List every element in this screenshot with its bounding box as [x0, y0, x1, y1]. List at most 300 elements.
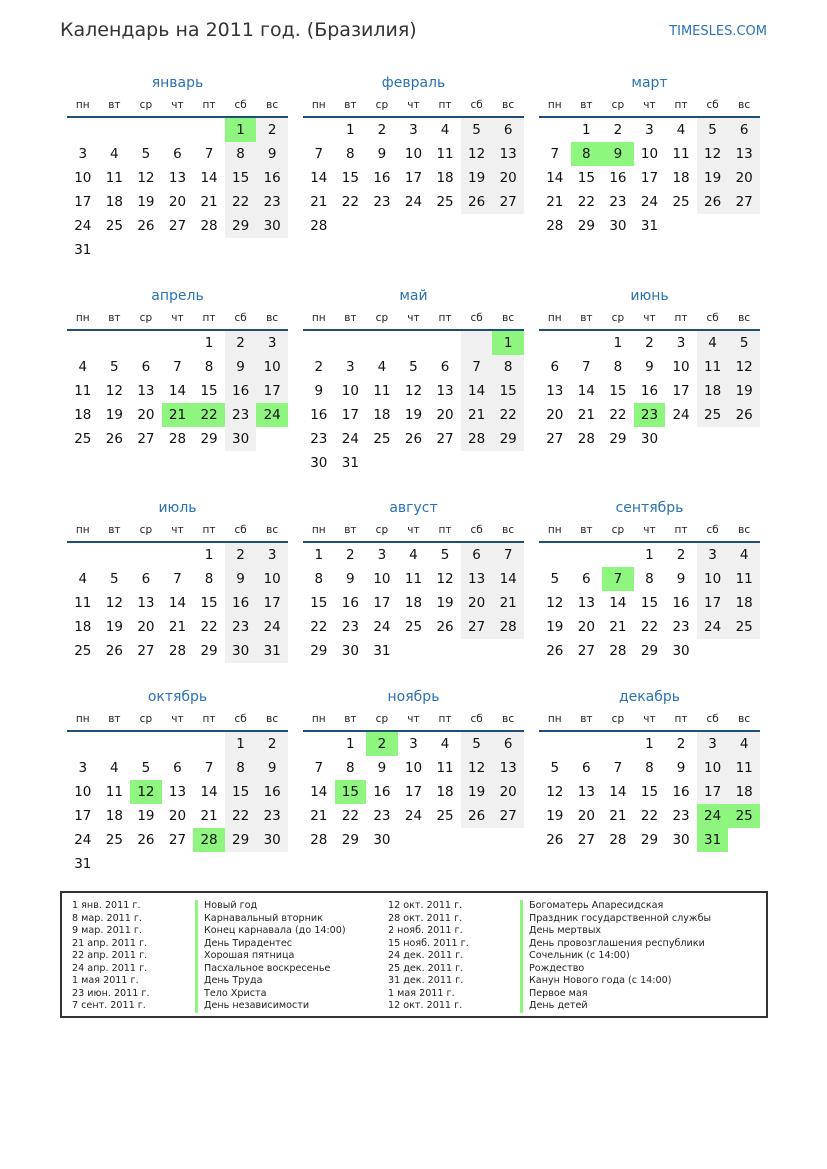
weekday-label: вс [266, 713, 279, 725]
day-cell: 27 [546, 431, 564, 447]
day-cell: 20 [168, 194, 187, 210]
empty-day-cell [539, 118, 571, 142]
legend-date: 15 нояб. 2011 г. [388, 937, 469, 949]
day-cell: 23 [672, 619, 690, 635]
day-cell: 6 [550, 359, 560, 375]
week-row [539, 190, 760, 214]
weekday-label: пт [202, 99, 216, 111]
day-cell: 28 [492, 615, 524, 639]
legend-date: 24 дек. 2011 г. [388, 950, 464, 961]
week-row [539, 756, 760, 780]
empty-day-cell [602, 732, 634, 756]
weekday-label: сб [234, 524, 247, 536]
empty-day-cell [193, 852, 225, 876]
week-row [539, 804, 760, 828]
day-cell: 20 [137, 407, 155, 423]
day-cell: 10 [256, 567, 288, 591]
day-cell: 4 [377, 359, 387, 375]
weekday-header [67, 94, 288, 118]
week-row [539, 142, 760, 166]
week-row [67, 591, 288, 615]
day-cell: 24 [373, 619, 391, 635]
empty-day-cell [461, 331, 493, 355]
day-cell: 23 [310, 431, 328, 447]
day-cell: 15 [225, 780, 257, 804]
day-cell: 23 [373, 808, 391, 824]
weekday-label: вс [738, 524, 751, 536]
week-row [67, 427, 288, 451]
day-cell: 2 [314, 359, 324, 375]
legend-dates-left [72, 900, 150, 1013]
day-cell: 4 [78, 359, 88, 375]
weekday-label: вт [108, 99, 121, 111]
empty-day-cell [398, 331, 430, 355]
empty-day-cell [130, 118, 162, 142]
day-cell: 15 [640, 595, 659, 611]
day-cell: 5 [697, 118, 729, 142]
day-cell: 15 [609, 383, 627, 399]
weekday-label: ср [375, 524, 389, 536]
legend-dates-right [388, 900, 469, 1013]
empty-day-cell [461, 214, 493, 238]
weekday-label: ср [139, 99, 153, 111]
empty-day-cell [398, 639, 430, 663]
day-cell: 13 [492, 756, 524, 780]
week-row [539, 639, 760, 663]
empty-day-cell [67, 543, 99, 567]
holiday-day-cell: 25 [728, 804, 760, 828]
holiday-day-cell: 12 [130, 780, 162, 804]
weekday-label: пт [202, 713, 216, 725]
day-cell: 6 [173, 760, 182, 776]
weekday-label: пн [311, 99, 326, 111]
week-row [539, 403, 760, 427]
day-cell: 15 [225, 166, 257, 190]
day-cell: 3 [645, 122, 654, 138]
day-cell: 26 [546, 832, 564, 848]
day-cell: 9 [645, 359, 654, 375]
day-cell: 30 [256, 214, 288, 238]
empty-day-cell [130, 543, 162, 567]
day-cell: 26 [137, 218, 155, 234]
day-cell: 16 [256, 166, 288, 190]
weekday-label: чт [407, 312, 420, 324]
weekday-label: вс [502, 713, 515, 725]
day-cell: 9 [225, 567, 257, 591]
day-cell: 21 [310, 194, 328, 210]
empty-day-cell [398, 828, 430, 852]
day-cell: 2 [225, 543, 257, 567]
empty-day-cell [303, 331, 335, 355]
day-cell: 22 [640, 808, 659, 824]
day-cell: 29 [341, 832, 359, 848]
day-cell: 25 [404, 619, 423, 635]
weekday-label: сб [470, 99, 483, 111]
month-4 [67, 285, 288, 451]
day-cell: 18 [436, 170, 454, 186]
weekday-label: сб [706, 713, 719, 725]
legend-date: 12 окт. 2011 г. [388, 1000, 463, 1011]
weekday-label: пн [547, 524, 562, 536]
week-row [539, 732, 760, 756]
day-cell: 22 [577, 194, 595, 210]
day-cell: 5 [110, 359, 119, 375]
day-cell: 25 [672, 194, 690, 210]
weekday-header [539, 708, 760, 732]
day-cell: 28 [200, 218, 218, 234]
month-name: январь [151, 75, 204, 91]
day-cell: 28 [168, 643, 187, 659]
week-row [67, 804, 288, 828]
empty-day-cell [492, 451, 524, 475]
empty-day-cell [335, 331, 367, 355]
day-cell: 1 [204, 335, 214, 351]
week-row [303, 780, 524, 804]
legend-date: 22 апр. 2011 г. [72, 950, 148, 961]
day-cell: 27 [168, 832, 187, 848]
legend-holiday-name: Богоматерь Апаресидская [520, 900, 711, 913]
day-cell: 27 [577, 832, 595, 848]
empty-day-cell [193, 732, 225, 756]
day-cell: 11 [436, 760, 454, 776]
day-cell: 17 [256, 591, 288, 615]
day-cell: 22 [225, 190, 257, 214]
weekday-label: пт [674, 99, 688, 111]
day-cell: 10 [341, 383, 359, 399]
empty-day-cell [398, 214, 430, 238]
weekday-label: сб [470, 312, 483, 324]
week-row [303, 142, 524, 166]
day-cell: 31 [640, 218, 659, 234]
holiday-day-cell: 9 [602, 142, 634, 166]
day-cell: 18 [697, 379, 729, 403]
day-cell: 5 [141, 146, 151, 162]
legend-date: 23 июн. 2011 г. [72, 987, 150, 999]
day-cell: 14 [546, 170, 564, 186]
empty-day-cell [256, 427, 288, 451]
day-cell: 8 [346, 146, 355, 162]
day-cell: 16 [341, 595, 359, 611]
holiday-legend [60, 891, 768, 1018]
day-cell: 10 [74, 784, 92, 800]
day-cell: 2 [256, 118, 288, 142]
day-cell: 3 [346, 359, 355, 375]
day-cell: 19 [105, 407, 123, 423]
weekday-label: вс [738, 713, 751, 725]
week-row [303, 403, 524, 427]
legend-holiday-name: Пасхальное воскресенье [195, 963, 346, 976]
day-cell: 3 [409, 122, 418, 138]
day-cell: 9 [346, 571, 355, 587]
day-cell: 12 [436, 571, 454, 587]
week-row [539, 166, 760, 190]
month-10 [67, 686, 288, 876]
day-cell: 14 [310, 784, 328, 800]
day-cell: 11 [672, 146, 690, 162]
week-row [67, 828, 288, 852]
day-cell: 5 [728, 331, 760, 355]
day-cell: 21 [200, 808, 218, 824]
day-cell: 17 [74, 194, 92, 210]
empty-day-cell [225, 238, 257, 262]
day-cell: 22 [310, 619, 328, 635]
day-cell: 16 [373, 784, 391, 800]
empty-day-cell [256, 238, 288, 262]
empty-day-cell [99, 732, 131, 756]
day-cell: 22 [341, 808, 359, 824]
empty-day-cell [99, 543, 131, 567]
holiday-day-cell: 21 [162, 403, 194, 427]
empty-day-cell [539, 331, 571, 355]
day-cell: 24 [404, 194, 423, 210]
day-cell: 21 [200, 194, 218, 210]
week-row [67, 780, 288, 804]
month-name: июнь [630, 288, 669, 304]
day-cell: 27 [137, 431, 155, 447]
empty-day-cell [728, 214, 760, 238]
month-name: сентябрь [615, 500, 684, 516]
empty-day-cell [67, 118, 99, 142]
day-cell: 17 [404, 784, 423, 800]
day-cell: 9 [676, 571, 686, 587]
empty-day-cell [571, 543, 603, 567]
day-cell: 6 [141, 359, 151, 375]
holiday-day-cell: 31 [697, 828, 729, 852]
weekday-label: чт [407, 524, 420, 536]
legend-holiday-name: Хорошая пятница [195, 950, 346, 963]
day-cell: 14 [168, 383, 187, 399]
holiday-day-cell: 23 [634, 403, 666, 427]
day-cell: 20 [137, 619, 155, 635]
day-cell: 8 [492, 355, 524, 379]
week-row [67, 852, 288, 876]
day-cell: 5 [461, 732, 493, 756]
day-cell: 20 [728, 166, 760, 190]
day-cell: 7 [461, 355, 493, 379]
day-cell: 16 [225, 591, 257, 615]
weekday-label: вт [108, 713, 121, 725]
empty-day-cell [67, 331, 99, 355]
day-cell: 11 [74, 595, 92, 611]
empty-day-cell [130, 331, 162, 355]
day-cell: 23 [672, 808, 690, 824]
day-cell: 4 [728, 732, 760, 756]
day-cell: 24 [74, 832, 92, 848]
day-cell: 29 [225, 214, 257, 238]
day-cell: 22 [492, 403, 524, 427]
legend-date: 31 дек. 2011 г. [388, 975, 464, 986]
day-cell: 1 [346, 122, 355, 138]
day-cell: 7 [173, 359, 182, 375]
day-cell: 21 [546, 194, 564, 210]
weekday-label: пн [75, 713, 90, 725]
day-cell: 21 [609, 808, 627, 824]
legend-holiday-name: Первое мая [520, 988, 711, 1001]
day-cell: 31 [74, 242, 92, 258]
weekday-header [67, 708, 288, 732]
day-cell: 3 [409, 736, 418, 752]
month-11 [303, 686, 524, 852]
weekday-header [303, 307, 524, 331]
day-cell: 30 [672, 643, 690, 659]
weekday-header [539, 94, 760, 118]
empty-day-cell [162, 331, 194, 355]
weekday-label: ср [611, 312, 625, 324]
day-cell: 27 [577, 643, 595, 659]
day-cell: 20 [577, 619, 595, 635]
day-cell: 4 [728, 543, 760, 567]
week-row [303, 118, 524, 142]
day-cell: 9 [256, 756, 288, 780]
month-9 [539, 497, 760, 663]
day-cell: 10 [404, 146, 423, 162]
empty-day-cell [429, 214, 461, 238]
weekday-header [539, 519, 760, 543]
month-7 [67, 497, 288, 663]
week-row [303, 639, 524, 663]
week-row [67, 190, 288, 214]
day-cell: 1 [314, 547, 324, 563]
day-cell: 4 [440, 736, 450, 752]
week-row [67, 403, 288, 427]
day-cell: 10 [697, 756, 729, 780]
day-cell: 13 [546, 383, 564, 399]
empty-day-cell [429, 451, 461, 475]
day-cell: 18 [74, 407, 92, 423]
day-cell: 1 [346, 736, 355, 752]
day-cell: 7 [173, 571, 182, 587]
empty-day-cell [461, 828, 493, 852]
weekday-label: пн [75, 99, 90, 111]
day-cell: 23 [341, 619, 359, 635]
weekday-label: пн [75, 524, 90, 536]
day-cell: 16 [640, 383, 659, 399]
month-3 [539, 72, 760, 238]
legend-date: 12 окт. 2011 г. [388, 900, 463, 911]
week-row [303, 828, 524, 852]
weekday-label: сб [234, 99, 247, 111]
weekday-label: сб [470, 524, 483, 536]
day-cell: 27 [168, 218, 187, 234]
month-6 [539, 285, 760, 451]
weekday-label: вс [266, 524, 279, 536]
day-cell: 6 [440, 359, 450, 375]
site-link[interactable]: TIMESLES.COM [669, 24, 767, 39]
weekday-label: вс [502, 524, 515, 536]
month-8 [303, 497, 524, 663]
day-cell: 15 [492, 379, 524, 403]
day-cell: 27 [461, 615, 493, 639]
day-cell: 11 [105, 170, 123, 186]
day-cell: 10 [672, 359, 690, 375]
day-cell: 15 [577, 170, 595, 186]
day-cell: 11 [404, 571, 423, 587]
weekday-label: вс [266, 99, 279, 111]
weekday-label: ср [611, 713, 625, 725]
month-5 [303, 285, 524, 475]
day-cell: 24 [697, 615, 729, 639]
week-row [303, 567, 524, 591]
day-cell: 21 [168, 619, 187, 635]
weekday-label: чт [643, 524, 656, 536]
weekday-label: пн [311, 312, 326, 324]
day-cell: 6 [582, 760, 591, 776]
day-cell: 23 [256, 804, 288, 828]
empty-day-cell [130, 732, 162, 756]
empty-day-cell [492, 639, 524, 663]
legend-holiday-name: Канун Нового года (с 14:00) [520, 975, 711, 988]
day-cell: 14 [200, 784, 218, 800]
day-cell: 28 [168, 431, 187, 447]
weekday-label: чт [171, 312, 184, 324]
day-cell: 7 [492, 543, 524, 567]
day-cell: 12 [461, 142, 493, 166]
day-cell: 22 [200, 619, 218, 635]
empty-day-cell [697, 214, 729, 238]
legend-holiday-name: Рождество [520, 963, 711, 976]
weekday-label: пн [311, 713, 326, 725]
weekday-label: пн [547, 99, 562, 111]
holiday-day-cell: 15 [335, 780, 367, 804]
day-cell: 1 [204, 547, 214, 563]
empty-day-cell [130, 852, 162, 876]
day-cell: 11 [728, 756, 760, 780]
weekday-label: вт [580, 99, 593, 111]
weekday-label: пт [202, 524, 216, 536]
day-cell: 30 [256, 828, 288, 852]
empty-day-cell [398, 451, 430, 475]
day-cell: 22 [225, 804, 257, 828]
day-cell: 6 [461, 543, 493, 567]
holiday-day-cell: 1 [225, 118, 257, 142]
weekday-label: вт [344, 524, 357, 536]
day-cell: 28 [577, 431, 595, 447]
weekday-label: вт [580, 312, 593, 324]
day-cell: 3 [256, 331, 288, 355]
day-cell: 8 [314, 571, 324, 587]
day-cell: 1 [225, 732, 257, 756]
day-cell: 2 [377, 122, 387, 138]
day-cell: 10 [404, 760, 423, 776]
legend-holiday-name: День Труда [195, 975, 346, 988]
day-cell: 9 [256, 142, 288, 166]
weekday-label: пт [674, 524, 688, 536]
day-cell: 14 [168, 595, 187, 611]
day-cell: 11 [728, 567, 760, 591]
weekday-label: сб [470, 713, 483, 725]
day-cell: 12 [105, 383, 123, 399]
weekday-label: пт [674, 713, 688, 725]
day-cell: 24 [404, 808, 423, 824]
day-cell: 8 [645, 760, 654, 776]
day-cell: 6 [173, 146, 182, 162]
empty-day-cell [697, 639, 729, 663]
legend-date: 28 окт. 2011 г. [388, 912, 463, 924]
week-row [67, 142, 288, 166]
day-cell: 19 [697, 166, 729, 190]
weekday-label: чт [643, 312, 656, 324]
weekday-label: сб [706, 312, 719, 324]
empty-day-cell [539, 732, 571, 756]
day-cell: 9 [377, 146, 387, 162]
week-row [303, 355, 524, 379]
legend-names-right [520, 900, 711, 1013]
day-cell: 11 [697, 355, 729, 379]
week-row [539, 214, 760, 238]
legend-date: 8 мар. 2011 г. [72, 912, 143, 924]
day-cell: 8 [225, 756, 257, 780]
day-cell: 25 [74, 643, 92, 659]
